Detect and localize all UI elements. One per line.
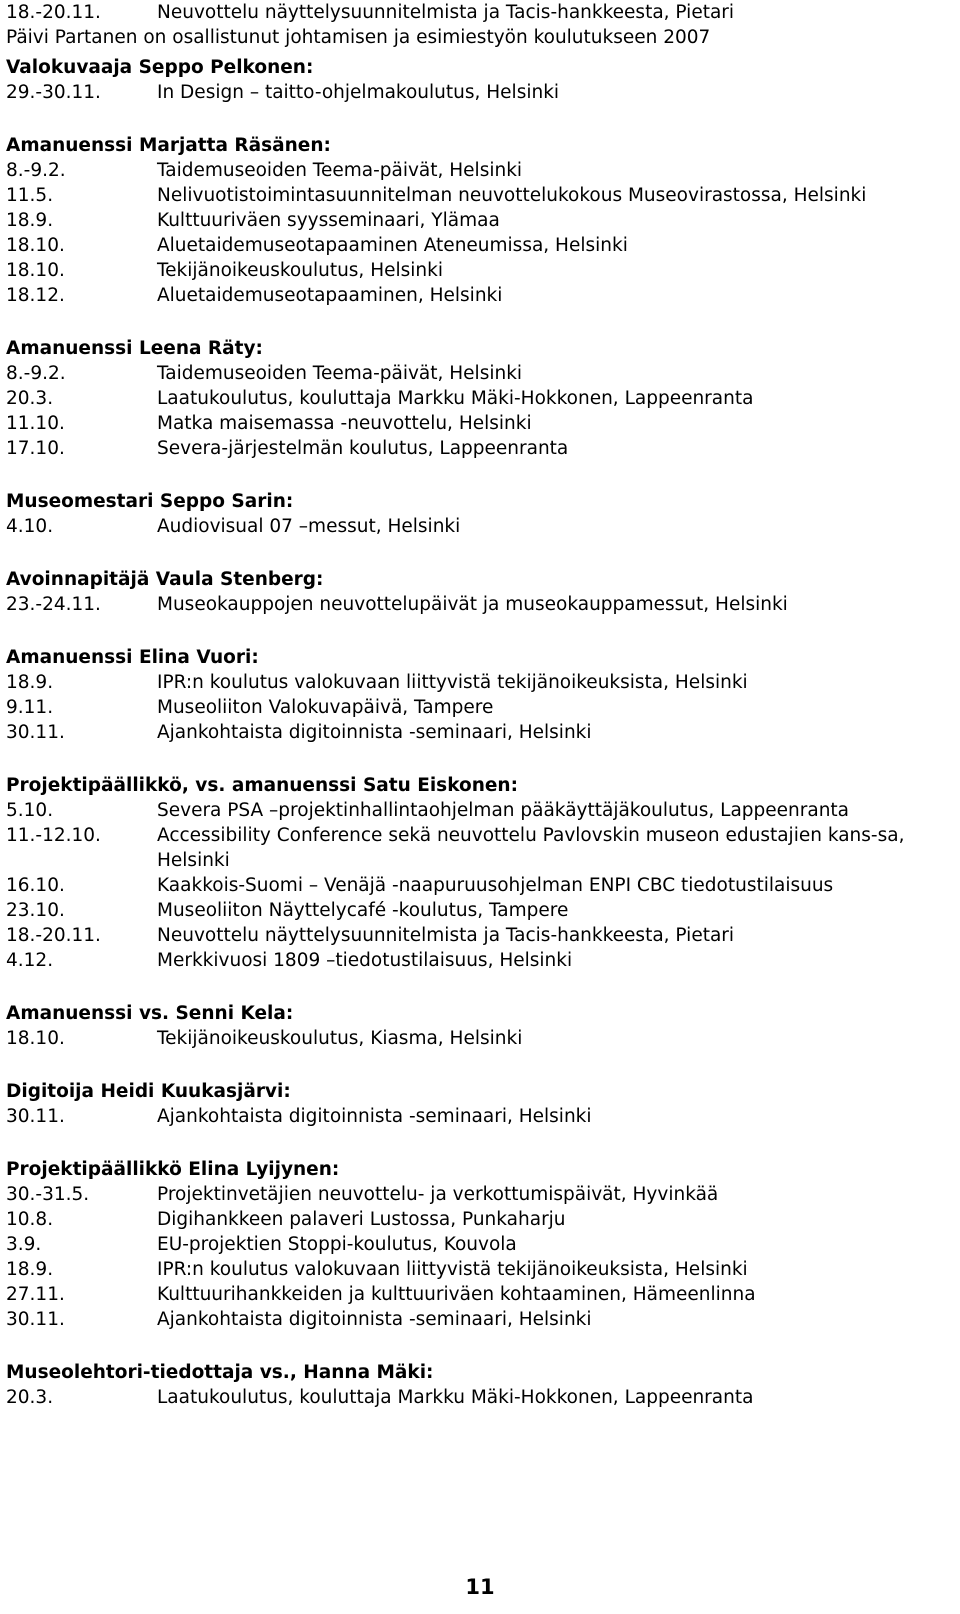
item-description: Taidemuseoiden Teema-päivät, Helsinki [157, 363, 523, 384]
section-heading: Amanuenssi Leena Räty: [6, 338, 263, 359]
intro-note: Päivi Partanen on osallistunut johtamisen ja esimiestyön koulutukseen 2007 [6, 27, 711, 48]
section-heading: Amanuenssi Elina Vuori: [6, 647, 259, 668]
item-date: 30.11. [6, 1106, 65, 1127]
item-date: 29.-30.11. [6, 82, 101, 103]
item-description: Digihankkeen palaveri Lustossa, Punkaharju [157, 1209, 566, 1230]
list-item [6, 233, 946, 258]
item-date: 20.3. [6, 388, 54, 409]
item-description: Museokauppojen neuvottelupäivät ja museokauppamessut, Helsinki [157, 594, 788, 615]
list-item [6, 158, 946, 183]
item-date: 8.-9.2. [6, 363, 66, 384]
item-date: 27.11. [6, 1284, 65, 1305]
item-description: IPR:n koulutus valokuvaan liittyvistä tekijänoikeuksista, Helsinki [157, 672, 748, 693]
item-date: 9.11. [6, 697, 54, 718]
list-item [6, 283, 946, 308]
list-item [6, 1257, 946, 1282]
section-heading: Projektipäällikkö, vs. amanuenssi Satu Eiskonen: [6, 775, 518, 796]
list-item [6, 80, 946, 105]
section-heading: Projektipäällikkö Elina Lyijynen: [6, 1159, 340, 1180]
section [6, 645, 946, 745]
section [6, 567, 946, 617]
list-item [6, 695, 946, 720]
list-item [6, 1207, 946, 1232]
section [6, 773, 946, 973]
item-date: 11.5. [6, 185, 54, 206]
list-item [6, 670, 946, 695]
item-date: 8.-9.2. [6, 160, 66, 181]
item-description: Taidemuseoiden Teema-päivät, Helsinki [157, 160, 523, 181]
item-description: Kulttuuriväen syysseminaari, Ylämaa [157, 210, 500, 231]
list-item [6, 592, 946, 617]
item-date: 18.10. [6, 235, 65, 256]
list-item [6, 361, 946, 386]
section-heading: Amanuenssi Marjatta Räsänen: [6, 135, 331, 156]
item-description: Nelivuotistoimintasuunnitelman neuvottelukokous Museovirastossa, Helsinki [157, 185, 867, 206]
list-item [6, 823, 946, 873]
section-heading: Avoinnapitäjä Vaula Stenberg: [6, 569, 324, 590]
item-date: 11.-12.10. [6, 825, 101, 846]
intro-date: 18.-20.11. [6, 2, 101, 23]
list-item [6, 258, 946, 283]
item-date: 18.9. [6, 672, 54, 693]
sections-container [6, 55, 946, 1410]
item-description: Ajankohtaista digitoinnista -seminaari, Helsinki [157, 1309, 592, 1330]
section-heading: Museomestari Seppo Sarin: [6, 491, 294, 512]
item-date: 30.-31.5. [6, 1184, 90, 1205]
item-description: Severa-järjestelmän koulutus, Lappeenranta [157, 438, 569, 459]
list-item [6, 1385, 946, 1410]
item-date: 23.10. [6, 900, 65, 921]
item-date: 16.10. [6, 875, 65, 896]
item-description: Kaakkois-Suomi – Venäjä -naapuruusohjelman ENPI CBC tiedotustilaisuus [157, 875, 834, 896]
item-description: In Design – taitto-ohjelmakoulutus, Helsinki [157, 82, 560, 103]
section [6, 1001, 946, 1051]
item-description: Ajankohtaista digitoinnista -seminaari, Helsinki [157, 1106, 592, 1127]
list-item [6, 1026, 946, 1051]
intro-row [6, 0, 946, 25]
list-item [6, 514, 946, 539]
section [6, 1360, 946, 1410]
item-date: 3.9. [6, 1234, 42, 1255]
item-date: 30.11. [6, 722, 65, 743]
item-description: Merkkivuosi 1809 –tiedotustilaisuus, Helsinki [157, 950, 573, 971]
list-item [6, 1104, 946, 1129]
item-description: Tekijänoikeuskoulutus, Helsinki [157, 260, 443, 281]
list-item [6, 386, 946, 411]
list-item [6, 948, 946, 973]
item-description: Projektinvetäjien neuvottelu- ja verkottumispäivät, Hyvinkää [157, 1184, 719, 1205]
section [6, 336, 946, 461]
list-item [6, 873, 946, 898]
item-description: Aluetaidemuseotapaaminen, Helsinki [157, 285, 503, 306]
item-description: Laatukoulutus, kouluttaja Markku Mäki-Hokkonen, Lappeenranta [157, 1387, 754, 1408]
item-date: 20.3. [6, 1387, 54, 1408]
item-description: Matka maisemassa -neuvottelu, Helsinki [157, 413, 532, 434]
item-description: Museoliiton Valokuvapäivä, Tampere [157, 697, 494, 718]
list-item [6, 720, 946, 745]
item-description: Museoliiton Näyttelycafé -koulutus, Tampere [157, 900, 569, 921]
list-item [6, 923, 946, 948]
section-heading: Amanuenssi vs. Senni Kela: [6, 1003, 294, 1024]
item-date: 18.10. [6, 260, 65, 281]
section [6, 55, 946, 105]
item-date: 18.9. [6, 1259, 54, 1280]
item-date: 4.10. [6, 516, 54, 537]
section [6, 1079, 946, 1129]
item-date: 5.10. [6, 800, 54, 821]
item-description: Tekijänoikeuskoulutus, Kiasma, Helsinki [157, 1028, 523, 1049]
item-description: Neuvottelu näyttelysuunnitelmista ja Tacis-hankkeesta, Pietari [157, 925, 735, 946]
list-item [6, 1282, 946, 1307]
item-description: Ajankohtaista digitoinnista -seminaari, Helsinki [157, 722, 592, 743]
item-description: Kulttuurihankkeiden ja kulttuuriväen kohtaaminen, Hämeenlinna [157, 1284, 756, 1305]
item-description: Audiovisual 07 –messut, Helsinki [157, 516, 461, 537]
section-heading: Museolehtori-tiedottaja vs., Hanna Mäki: [6, 1362, 434, 1383]
item-date: 10.8. [6, 1209, 54, 1230]
item-description: Accessibility Conference sekä neuvottelu Pavlovskin museon edustajien kans-sa, Helsinki [157, 825, 905, 871]
list-item [6, 898, 946, 923]
list-item [6, 436, 946, 461]
intro-description: Neuvottelu näyttelysuunnitelmista ja Tacis-hankkeesta, Pietari [157, 2, 735, 23]
item-description: Laatukoulutus, kouluttaja Markku Mäki-Hokkonen, Lappeenranta [157, 388, 754, 409]
item-date: 18.10. [6, 1028, 65, 1049]
item-date: 18.9. [6, 210, 54, 231]
list-item [6, 183, 946, 208]
item-description: IPR:n koulutus valokuvaan liittyvistä tekijänoikeuksista, Helsinki [157, 1259, 748, 1280]
section-heading: Digitoija Heidi Kuukasjärvi: [6, 1081, 291, 1102]
list-item [6, 1307, 946, 1332]
item-description: EU-projektien Stoppi-koulutus, Kouvola [157, 1234, 517, 1255]
item-date: 17.10. [6, 438, 65, 459]
item-date: 4.12. [6, 950, 54, 971]
section [6, 489, 946, 539]
item-description: Severa PSA –projektinhallintaohjelman pääkäyttäjäkoulutus, Lappeenranta [157, 800, 850, 821]
item-date: 30.11. [6, 1309, 65, 1330]
list-item [6, 411, 946, 436]
section [6, 1157, 946, 1332]
page-number: 11 [465, 1575, 495, 1599]
list-item [6, 798, 946, 823]
list-item [6, 1232, 946, 1257]
section-heading: Valokuvaaja Seppo Pelkonen: [6, 57, 314, 78]
item-date: 18.-20.11. [6, 925, 101, 946]
item-description: Aluetaidemuseotapaaminen Ateneumissa, Helsinki [157, 235, 628, 256]
document-body [6, 0, 946, 1410]
item-date: 23.-24.11. [6, 594, 101, 615]
section [6, 133, 946, 308]
item-date: 11.10. [6, 413, 65, 434]
list-item [6, 1182, 946, 1207]
item-date: 18.12. [6, 285, 65, 306]
list-item [6, 208, 946, 233]
